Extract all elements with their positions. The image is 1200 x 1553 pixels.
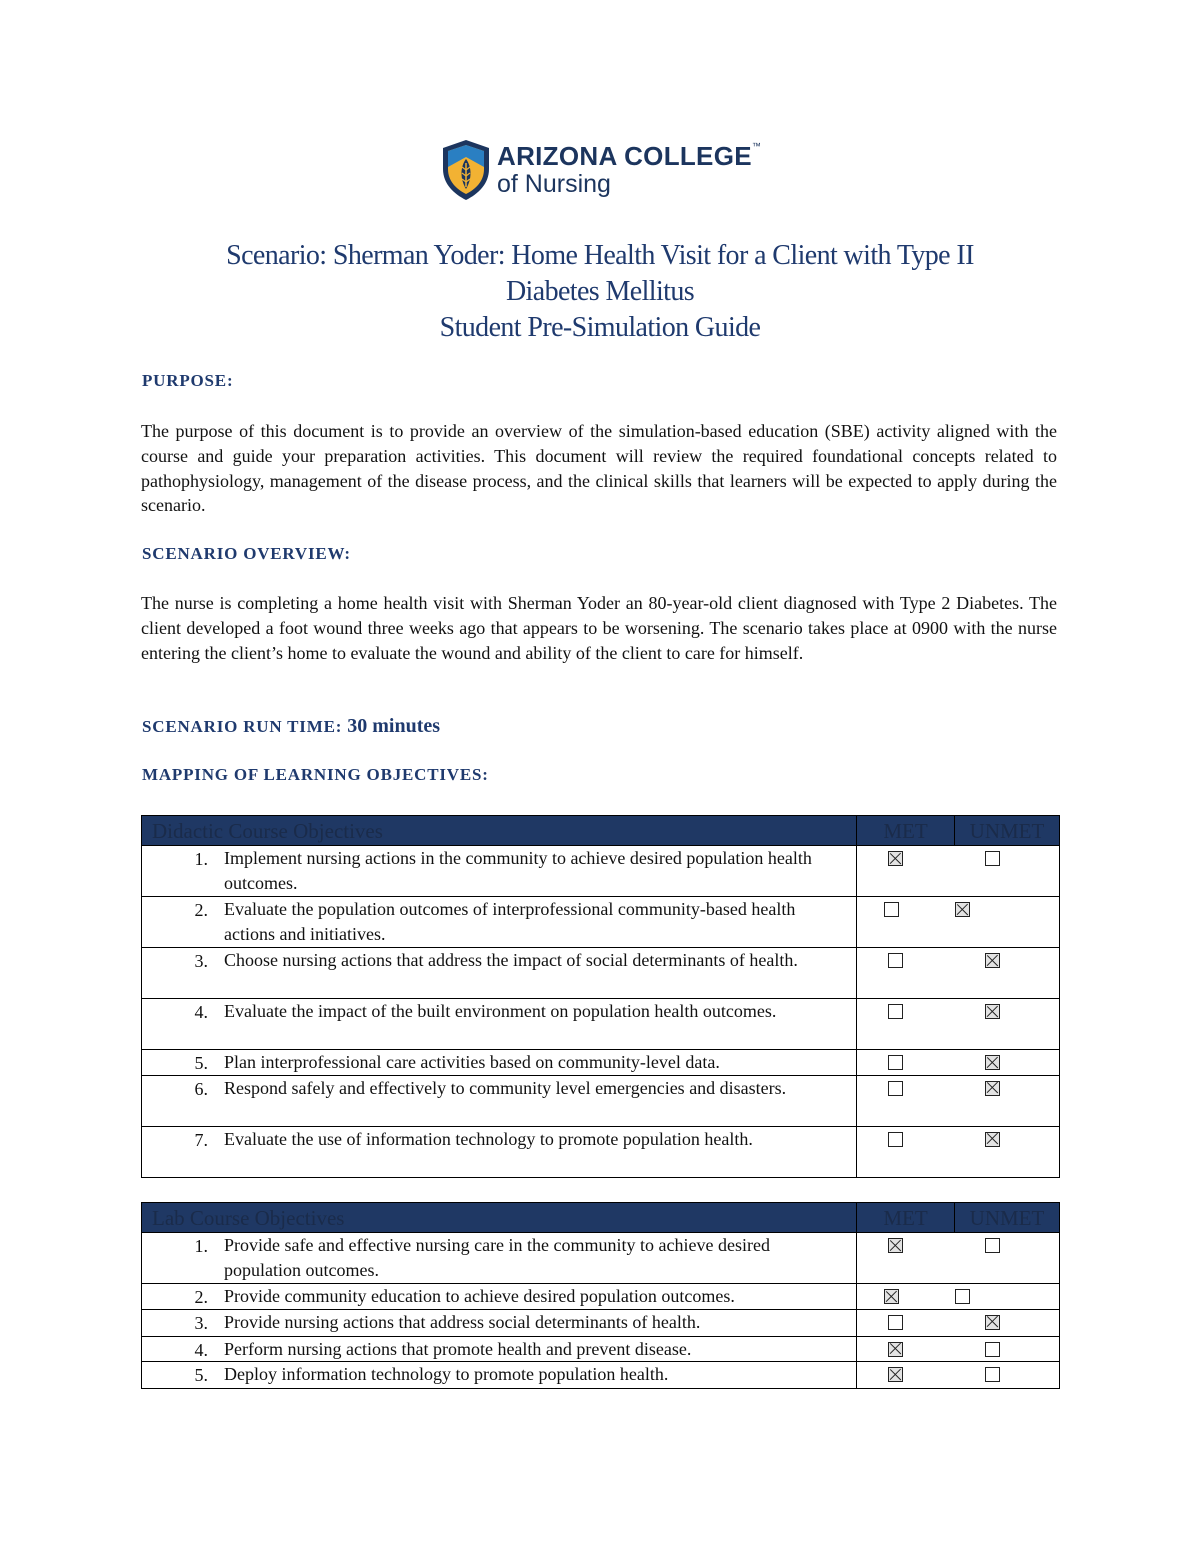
met-checkbox[interactable] — [888, 1315, 903, 1330]
objective-cell — [142, 1284, 857, 1310]
unmet-checkbox[interactable] — [955, 902, 970, 917]
unmet-checkbox[interactable] — [985, 953, 1000, 968]
objective-text: Deploy information technology to promote population health. — [224, 1364, 669, 1384]
unmet-checkbox[interactable] — [985, 1004, 1000, 1019]
met-checkbox[interactable] — [888, 1367, 903, 1382]
objective-row — [142, 1126, 1060, 1177]
objective-cell — [142, 846, 857, 897]
objective-number: 5. — [194, 1053, 208, 1073]
objective-text: Respond safely and effectively to community level emergencies and disasters. — [224, 1077, 787, 1098]
met-checkbox[interactable] — [888, 1081, 903, 1096]
didactic-objectives-table — [141, 815, 1060, 1178]
objective-row — [142, 897, 1060, 948]
objective-row — [142, 1362, 1060, 1389]
status-cell — [857, 999, 1060, 1050]
met-checkbox[interactable] — [888, 1132, 903, 1147]
logo-subtitle: of Nursing — [497, 170, 611, 198]
objective-row — [142, 1309, 1060, 1336]
didactic-header: Didactic Course Objectives — [142, 816, 857, 846]
objective-cell — [142, 1362, 857, 1389]
objective-number: 3. — [194, 951, 208, 971]
objective-number: 5. — [194, 1365, 208, 1385]
objective-text: Provide nursing actions that address social determinants of health. — [224, 1311, 701, 1332]
objective-text: Evaluate the impact of the built environment on population health outcomes. — [224, 1001, 777, 1021]
objective-text: Evaluate the use of information technology to promote population health. — [224, 1128, 753, 1149]
met-checkbox[interactable] — [888, 1342, 903, 1357]
title-line-2: Diabetes Mellitus — [505, 276, 695, 307]
objective-row — [142, 1336, 1060, 1362]
objective-text: Provide community education to achieve desired population outcomes. — [224, 1286, 735, 1306]
status-cell — [857, 1336, 1060, 1362]
objective-number: 4. — [194, 1002, 208, 1022]
shield-logo-icon — [441, 139, 491, 201]
status-cell — [857, 1075, 1060, 1126]
met-checkbox[interactable] — [884, 1289, 899, 1304]
met-checkbox[interactable] — [888, 851, 903, 866]
objective-text: Evaluate the population outcomes of interprofessional community-based health actions and initiatives. — [224, 899, 796, 944]
status-cell — [857, 1309, 1060, 1336]
unmet-column-header: UNMET — [955, 1203, 1060, 1233]
unmet-checkbox[interactable] — [985, 1342, 1000, 1357]
status-cell — [857, 1126, 1060, 1177]
objective-cell — [142, 948, 857, 999]
met-checkbox[interactable] — [884, 902, 899, 917]
objective-number: 4. — [194, 1339, 208, 1360]
unmet-checkbox[interactable] — [985, 1055, 1000, 1070]
unmet-checkbox[interactable] — [985, 851, 1000, 866]
objective-number: 2. — [194, 900, 208, 920]
met-column-header: MET — [857, 816, 955, 846]
lab-objectives-table — [141, 1202, 1060, 1389]
objective-row — [142, 948, 1060, 999]
status-cell — [857, 1284, 1060, 1310]
status-cell — [857, 1233, 1060, 1284]
objective-number: 1. — [194, 1236, 208, 1256]
status-cell — [857, 897, 1060, 948]
met-checkbox[interactable] — [888, 1055, 903, 1070]
unmet-checkbox[interactable] — [985, 1238, 1000, 1253]
objective-row — [142, 1233, 1060, 1284]
status-cell — [857, 1362, 1060, 1389]
objective-cell — [142, 1233, 857, 1284]
objective-number: 3. — [194, 1312, 208, 1333]
objective-cell — [142, 999, 857, 1050]
logo-wordmark: ARIZONA COLLEGE™ — [497, 141, 762, 171]
mapping-heading: MAPPING OF LEARNING OBJECTIVES: — [142, 765, 489, 784]
lab-header: Lab Course Objectives — [142, 1203, 857, 1233]
purpose-text: The purpose of this document is to provide an overview of the simulation-based education (SBE) activity aligned with the course and guide your preparation activities. This document will review the required foundational concepts related to pathophysiology, management of the disease process, and the clinical skills that learners will be expected to apply during the scenario. — [141, 421, 1057, 516]
unmet-checkbox[interactable] — [985, 1367, 1000, 1382]
title-line-1: Scenario: Sherman Yoder: Home Health Visit for a Client with Type II — [226, 240, 974, 271]
college-logo — [441, 139, 771, 203]
objective-row — [142, 1050, 1060, 1076]
objective-cell — [142, 1336, 857, 1362]
status-cell — [857, 846, 1060, 897]
objective-cell — [142, 1075, 857, 1126]
status-cell — [857, 1050, 1060, 1076]
objective-text: Provide safe and effective nursing care in the community to achieve desired population outcomes. — [224, 1235, 770, 1280]
objective-text: Choose nursing actions that address the impact of social determinants of health. — [224, 950, 798, 970]
document-title — [140, 238, 1060, 346]
met-checkbox[interactable] — [888, 1004, 903, 1019]
objective-cell — [142, 1309, 857, 1336]
run-time-heading: SCENARIO RUN TIME: 30 minutes — [142, 715, 441, 737]
objective-row — [142, 999, 1060, 1050]
unmet-checkbox[interactable] — [985, 1315, 1000, 1330]
objective-number: 1. — [194, 849, 208, 869]
met-column-header: MET — [857, 1203, 955, 1233]
objective-cell — [142, 1126, 857, 1177]
objective-text: Plan interprofessional care activities based on community-level data. — [224, 1052, 720, 1072]
objective-number: 7. — [194, 1129, 208, 1150]
unmet-checkbox[interactable] — [985, 1132, 1000, 1147]
objective-text: Implement nursing actions in the community to achieve desired population health outcomes. — [224, 848, 812, 893]
objective-row — [142, 846, 1060, 897]
unmet-checkbox[interactable] — [955, 1289, 970, 1304]
run-time-value: 30 minutes — [347, 715, 441, 737]
objective-number: 2. — [194, 1287, 208, 1307]
objective-text: Perform nursing actions that promote health and prevent disease. — [224, 1338, 692, 1359]
met-checkbox[interactable] — [888, 1238, 903, 1253]
objective-cell — [142, 1050, 857, 1076]
overview-text: The nurse is completing a home health visit with Sherman Yoder an 80-year-old client diagnosed with Type 2 Diabetes. The client developed a foot wound three weeks ago that appears to be worsening. The scenario takes place at 0900 with the nurse entering the client’s home to evaluate the wound and ability of the client to care for himself. — [141, 593, 1057, 663]
objective-cell — [142, 897, 857, 948]
objective-row — [142, 1075, 1060, 1126]
title-line-3: Student Pre-Simulation Guide — [439, 312, 761, 343]
purpose-heading: PURPOSE: — [142, 371, 234, 390]
unmet-column-header: UNMET — [955, 816, 1060, 846]
unmet-checkbox[interactable] — [985, 1081, 1000, 1096]
objective-row — [142, 1284, 1060, 1310]
objective-number: 6. — [194, 1078, 208, 1099]
overview-heading: SCENARIO OVERVIEW: — [142, 544, 351, 563]
status-cell — [857, 948, 1060, 999]
met-checkbox[interactable] — [888, 953, 903, 968]
